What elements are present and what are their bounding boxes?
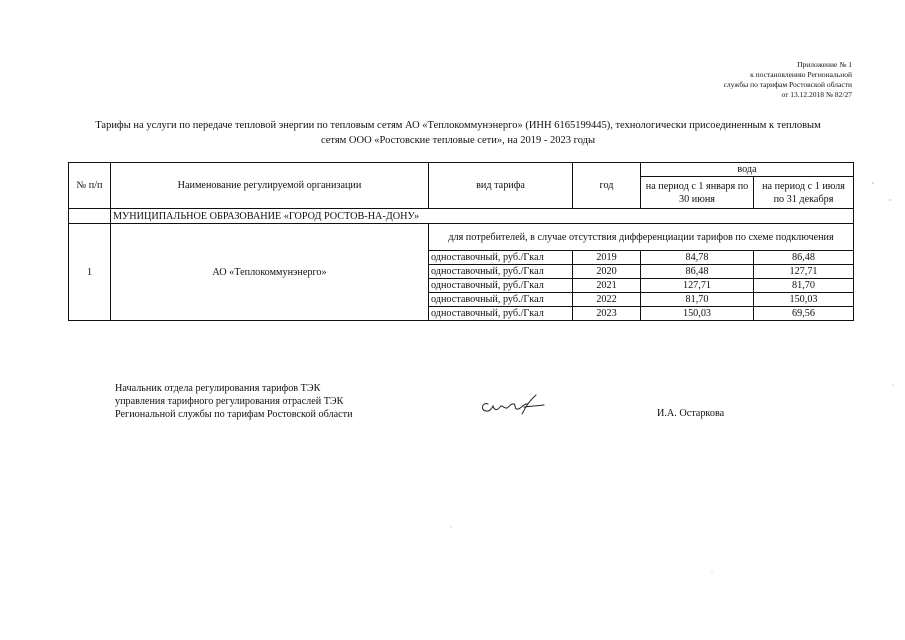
period2-value: 69,56 (754, 307, 854, 321)
header-group-water: вода (641, 163, 854, 177)
position-line: управления тарифного регулирования отраслей ТЭК (115, 396, 344, 407)
year-cell: 2021 (573, 279, 641, 293)
header-org: Наименование регулируемой организации (111, 163, 429, 209)
period2-value: 86,48 (754, 251, 854, 265)
header-year: год (573, 163, 641, 209)
header-tariff-type: вид тарифа (429, 163, 573, 209)
year-cell: 2022 (573, 293, 641, 307)
document-title (40, 118, 876, 148)
row-number: 1 (69, 224, 111, 321)
header-period-2: на период с 1 июля по 31 декабря (754, 177, 854, 209)
year-cell: 2023 (573, 307, 641, 321)
annex-line: от 13.12.2018 № 82/27 (781, 90, 852, 99)
year-cell: 2020 (573, 265, 641, 279)
position-line: Начальник отдела регулирования тарифов ТЭК (115, 383, 321, 394)
section-title: МУНИЦИПАЛЬНОЕ ОБРАЗОВАНИЕ «ГОРОД РОСТОВ-НА-ДОНУ» (111, 209, 854, 224)
signer-name: И.А. Остаркова (657, 408, 725, 419)
tariff-type-cell: одноставочный, руб./Гкал (429, 251, 573, 265)
tariff-type-cell: одноставочный, руб./Гкал (429, 265, 573, 279)
annex-line: Приложение № 1 (797, 60, 852, 69)
section-spacer (69, 209, 111, 224)
annex-line: службы по тарифам Ростовской области (723, 80, 852, 89)
title-line: сетям ООО «Ростовские тепловые сети», на 2019 - 2023 годы (320, 135, 596, 146)
period1-value: 81,70 (641, 293, 754, 307)
annex-line: к постановлению Региональной (750, 70, 852, 79)
period2-value: 127,71 (754, 265, 854, 279)
handwritten-signature (478, 392, 548, 418)
tariff-type-cell: одноставочный, руб./Гкал (429, 293, 573, 307)
header-num: № п/п (69, 163, 111, 209)
period1-value: 150,03 (641, 307, 754, 321)
organization-name: АО «Теплокоммунэнерго» (111, 224, 429, 321)
annex-note (592, 60, 852, 100)
period1-value: 84,78 (641, 251, 754, 265)
consumers-note: для потребителей, в случае отсутствия дифференциации тарифов по схеме подключения (429, 224, 854, 251)
period2-value: 81,70 (754, 279, 854, 293)
header-period-1: на период с 1 января по 30 июня (641, 177, 754, 209)
position-line: Региональной службы по тарифам Ростовской области (115, 409, 353, 420)
period1-value: 86,48 (641, 265, 754, 279)
signatory-position (115, 382, 353, 421)
tariff-type-cell: одноставочный, руб./Гкал (429, 307, 573, 321)
period1-value: 127,71 (641, 279, 754, 293)
tariff-table (68, 162, 854, 321)
year-cell: 2019 (573, 251, 641, 265)
title-line: Тарифы на услуги по передаче тепловой энергии по тепловым сетям АО «Теплокоммунэнерго» (ИНН 6165199445), технологически присоединенным к тепловым (95, 120, 821, 131)
period2-value: 150,03 (754, 293, 854, 307)
tariff-type-cell: одноставочный, руб./Гкал (429, 279, 573, 293)
